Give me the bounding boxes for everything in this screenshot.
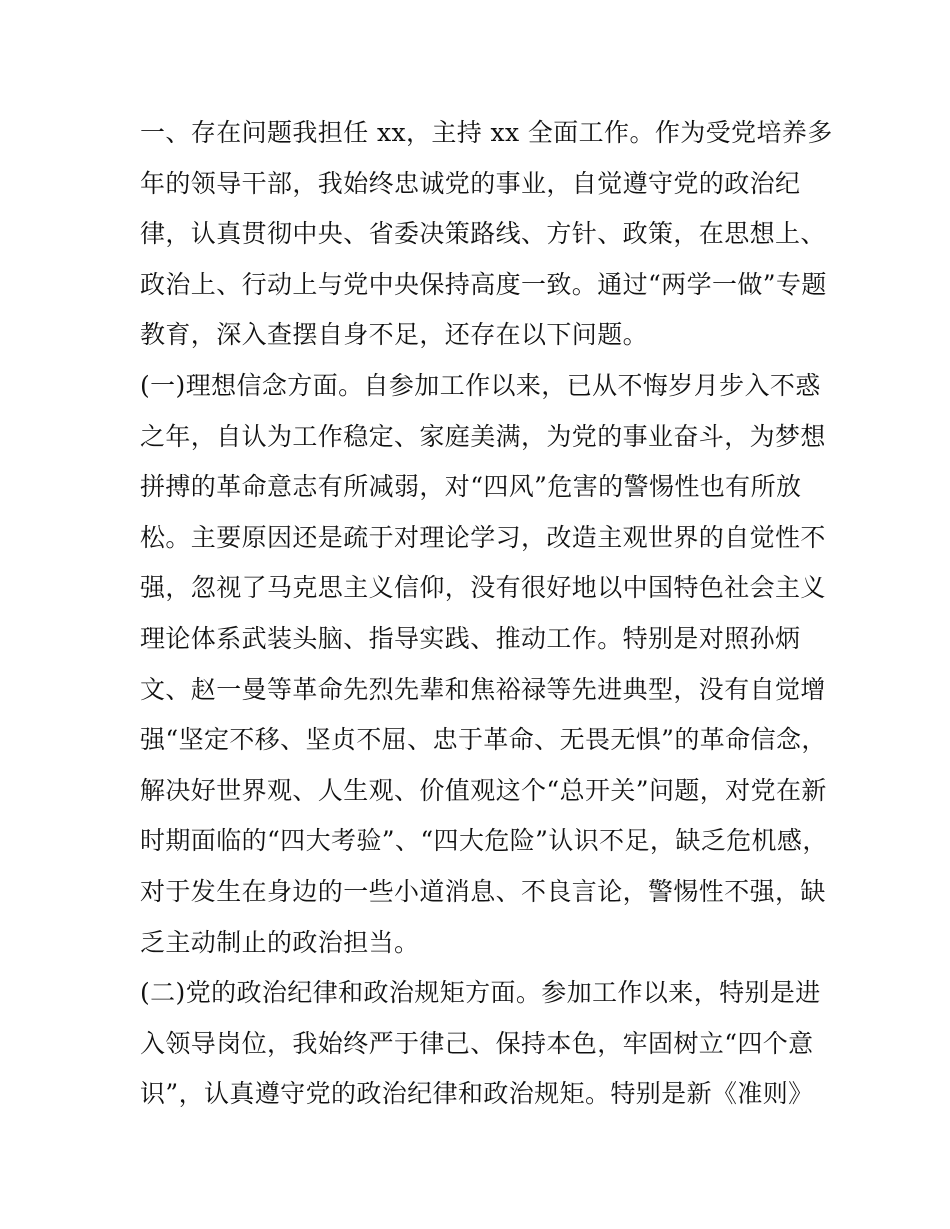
text-line: 识”，认真遵守党的政治纪律和政治规矩。特别是新《准则》 [140, 1079, 814, 1109]
text-line: 年的领导干部，我始终忠诚党的事业，自觉遵守党的政治纪 [140, 168, 801, 198]
text-line: 松。主要原因还是疏于对理论学习，改造主观世界的自觉性不 [140, 522, 826, 552]
text-line: 乏主动制止的政治担当。 [140, 927, 420, 957]
text-line: 律，认真贯彻中央、省委决策路线、方针、政策，在思想上、 [140, 219, 826, 249]
text-line: 政治上、行动上与党中央保持高度一致。通过“两学一做”专题 [140, 269, 827, 299]
document-body [140, 108, 833, 1120]
text-line: 强“坚定不移、坚贞不屈、忠于革命、无畏无惧”的革命信念， [140, 725, 827, 755]
text-line: 入领导岗位，我始终严于律己、保持本色，牢固树立“四个意 [140, 1028, 814, 1058]
text-line: 对于发生在身边的一些小道消息、不良言论，警惕性不强，缺 [140, 876, 826, 906]
text-line: 理论体系武装头脑、指导实践、推动工作。特别是对照孙炳 [140, 623, 801, 653]
text-line: 解决好世界观、人生观、价值观这个“总开关”问题，对党在新 [140, 775, 827, 805]
text-line: 时期面临的“四大考验”、“四大危险”认识不足，缺乏危机感， [140, 826, 828, 856]
text-line: 之年，自认为工作稳定、家庭美满，为党的事业奋斗，为梦想 [140, 421, 826, 451]
text-line: 文、赵一曼等革命先烈先辈和焦裕禄等先进典型，没有自觉增 [140, 674, 826, 704]
text-line: 强，忽视了马克思主义信仰，没有很好地以中国特色社会主义 [140, 573, 826, 603]
text-line: (一)理想信念方面。自参加工作以来，已从不悔岁月步入不惑 [140, 370, 821, 400]
text-line: 教育，深入查摆自身不足，还存在以下问题。 [140, 320, 649, 350]
text-line: 拼搏的革命意志有所减弱，对“四风”危害的警惕性也有所放 [140, 472, 802, 502]
text-line: (二)党的政治纪律和政治规矩方面。参加工作以来，特别是进 [140, 978, 821, 1008]
text-line: 一、存在问题我担任 xx，主持 xx 全面工作。作为受党培养多 [140, 118, 833, 147]
